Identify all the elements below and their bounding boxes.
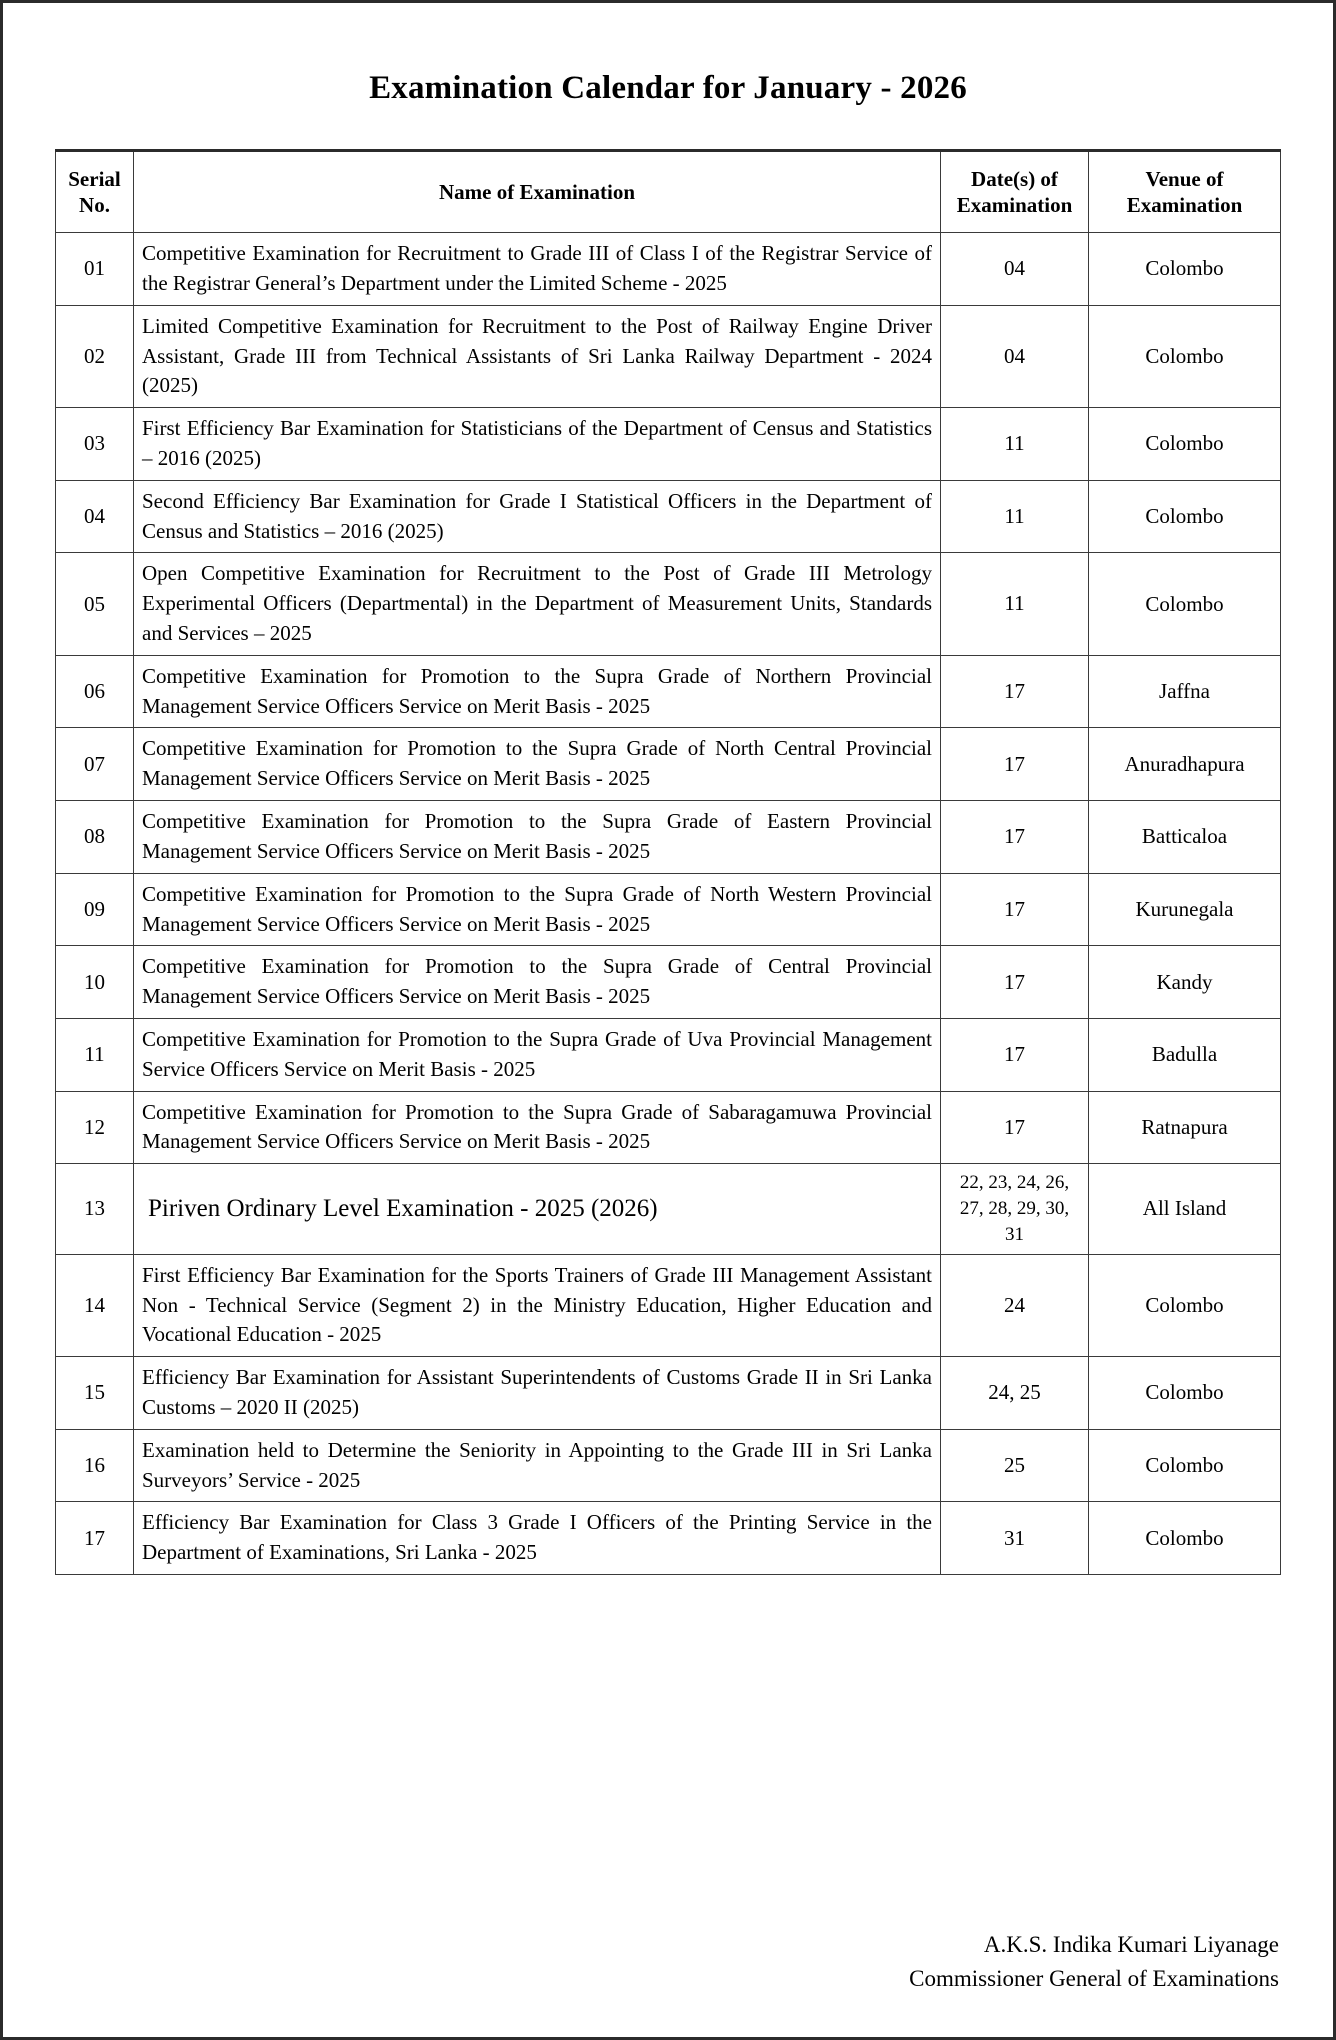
cell-name-of-examination: Competitive Examination for Recruitment to Grade III of Class I of the Registrar Service of the Registrar General’s Department under the Limited Scheme - 2025	[134, 233, 941, 306]
cell-venue-of-examination: Colombo	[1089, 553, 1281, 655]
serial-header-line-1: Serial	[68, 166, 121, 191]
cell-serial-no: 04	[56, 480, 134, 553]
table-row	[56, 655, 1281, 728]
cell-name-of-examination: Competitive Examination for Promotion to the Supra Grade of Sabaragamuwa Provincial Management Service Officers Service on Merit Basis - 2025	[134, 1091, 941, 1164]
cell-name-of-examination: Competitive Examination for Promotion to the Supra Grade of North Central Provincial Management Service Officers Service on Merit Basis - 2025	[134, 728, 941, 801]
signature-block	[909, 1928, 1279, 1995]
cell-serial-no: 01	[56, 233, 134, 306]
date-header-line-2: Examination	[956, 192, 1073, 217]
table-row	[56, 553, 1281, 655]
cell-serial-no: 07	[56, 728, 134, 801]
cell-dates-of-examination: 04	[941, 233, 1089, 306]
cell-name-of-examination: Competitive Examination for Promotion to the Supra Grade of Eastern Provincial Management Service Officers Service on Merit Basis - 2025	[134, 801, 941, 874]
cell-venue-of-examination: Colombo	[1089, 480, 1281, 553]
cell-serial-no: 10	[56, 946, 134, 1019]
cell-venue-of-examination: Kandy	[1089, 946, 1281, 1019]
signatory-name: A.K.S. Indika Kumari Liyanage	[983, 1932, 1279, 1958]
cell-serial-no: 16	[56, 1429, 134, 1502]
cell-dates-of-examination: 17	[941, 801, 1089, 874]
cell-serial-no: 13	[56, 1164, 134, 1254]
venue-header-line-1: Venue of	[1145, 166, 1224, 191]
table-row	[56, 1254, 1281, 1356]
cell-serial-no: 09	[56, 873, 134, 946]
cell-dates-of-examination: 17	[941, 946, 1089, 1019]
table-row	[56, 1502, 1281, 1575]
cell-serial-no: 17	[56, 1502, 134, 1575]
cell-serial-no: 12	[56, 1091, 134, 1164]
table-header	[56, 150, 1281, 233]
serial-header-line-2: No.	[79, 192, 110, 217]
column-header-serial-no	[56, 150, 134, 233]
cell-serial-no: 05	[56, 553, 134, 655]
cell-venue-of-examination: Colombo	[1089, 305, 1281, 407]
cell-name-of-examination: Open Competitive Examination for Recruitment to the Post of Grade III Metrology Experimental Officers (Departmental) in the Department of Measurement Units, Standards and Services – 2025	[134, 553, 941, 655]
cell-name-of-examination: First Efficiency Bar Examination for Statisticians of the Department of Census and Statistics – 2016 (2025)	[134, 408, 941, 481]
cell-dates-of-examination: 11	[941, 480, 1089, 553]
cell-serial-no: 02	[56, 305, 134, 407]
cell-venue-of-examination: Colombo	[1089, 408, 1281, 481]
cell-name-of-examination: Competitive Examination for Promotion to the Supra Grade of Uva Provincial Management Service Officers Service on Merit Basis - 2025	[134, 1018, 941, 1091]
cell-dates-of-examination: 22, 23, 24, 26, 27, 28, 29, 30, 31	[941, 1164, 1089, 1254]
table-row	[56, 1018, 1281, 1091]
table-row	[56, 480, 1281, 553]
column-header-name-of-examination: Name of Examination	[134, 150, 941, 233]
cell-dates-of-examination: 11	[941, 408, 1089, 481]
table-row	[56, 1164, 1281, 1254]
signatory-designation: Commissioner General of Examinations	[909, 1965, 1279, 1991]
cell-name-of-examination: Examination held to Determine the Seniority in Appointing to the Grade III in Sri Lanka Surveyors’ Service - 2025	[134, 1429, 941, 1502]
cell-name-of-examination: Efficiency Bar Examination for Assistant Superintendents of Customs Grade II in Sri Lanka Customs – 2020 II (2025)	[134, 1357, 941, 1430]
cell-dates-of-examination: 17	[941, 1091, 1089, 1164]
cell-venue-of-examination: Ratnapura	[1089, 1091, 1281, 1164]
table-body	[56, 233, 1281, 1575]
cell-name-of-examination: First Efficiency Bar Examination for the Sports Trainers of Grade III Management Assistant Non - Technical Service (Segment 2) in the Ministry Education, Higher Education and Vocational Education - 2025	[134, 1254, 941, 1356]
table-row	[56, 728, 1281, 801]
cell-dates-of-examination: 17	[941, 655, 1089, 728]
cell-venue-of-examination: Colombo	[1089, 1429, 1281, 1502]
cell-serial-no: 11	[56, 1018, 134, 1091]
examination-calendar-table	[55, 149, 1281, 1575]
date-header-line-1: Date(s) of	[971, 166, 1058, 191]
cell-venue-of-examination: Colombo	[1089, 1254, 1281, 1356]
cell-venue-of-examination: Badulla	[1089, 1018, 1281, 1091]
cell-venue-of-examination: Jaffna	[1089, 655, 1281, 728]
table-row	[56, 1091, 1281, 1164]
table-row	[56, 1357, 1281, 1430]
table-row	[56, 233, 1281, 306]
cell-dates-of-examination: 11	[941, 553, 1089, 655]
table-header-row	[56, 150, 1281, 233]
cell-dates-of-examination: 17	[941, 1018, 1089, 1091]
cell-serial-no: 15	[56, 1357, 134, 1430]
cell-name-of-examination: Piriven Ordinary Level Examination - 2025 (2026)	[134, 1164, 941, 1254]
cell-serial-no: 06	[56, 655, 134, 728]
cell-dates-of-examination: 17	[941, 728, 1089, 801]
table-row	[56, 408, 1281, 481]
cell-name-of-examination: Competitive Examination for Promotion to the Supra Grade of Central Provincial Management Service Officers Service on Merit Basis - 2025	[134, 946, 941, 1019]
cell-venue-of-examination: Colombo	[1089, 1357, 1281, 1430]
table-row	[56, 801, 1281, 874]
cell-venue-of-examination: Anuradhapura	[1089, 728, 1281, 801]
cell-dates-of-examination: 24	[941, 1254, 1089, 1356]
column-header-dates-of-examination	[941, 150, 1089, 233]
cell-name-of-examination: Second Efficiency Bar Examination for Grade I Statistical Officers in the Department of Census and Statistics – 2016 (2025)	[134, 480, 941, 553]
cell-venue-of-examination: Kurunegala	[1089, 873, 1281, 946]
table-row	[56, 305, 1281, 407]
cell-dates-of-examination: 04	[941, 305, 1089, 407]
examination-calendar-table-wrapper	[51, 149, 1285, 1575]
cell-dates-of-examination: 25	[941, 1429, 1089, 1502]
cell-name-of-examination: Competitive Examination for Promotion to the Supra Grade of North Western Provincial Management Service Officers Service on Merit Basis - 2025	[134, 873, 941, 946]
cell-venue-of-examination: Batticaloa	[1089, 801, 1281, 874]
cell-name-of-examination: Competitive Examination for Promotion to the Supra Grade of Northern Provincial Management Service Officers Service on Merit Basis - 2025	[134, 655, 941, 728]
cell-venue-of-examination: All Island	[1089, 1164, 1281, 1254]
venue-header-line-2: Examination	[1126, 192, 1243, 217]
cell-venue-of-examination: Colombo	[1089, 1502, 1281, 1575]
cell-dates-of-examination: 24, 25	[941, 1357, 1089, 1430]
cell-venue-of-examination: Colombo	[1089, 233, 1281, 306]
page-title: Examination Calendar for January - 2026	[369, 70, 967, 106]
cell-dates-of-examination: 17	[941, 873, 1089, 946]
table-row	[56, 1429, 1281, 1502]
page-content	[3, 3, 1333, 2037]
cell-dates-of-examination: 31	[941, 1502, 1089, 1575]
cell-serial-no: 14	[56, 1254, 134, 1356]
table-row	[56, 946, 1281, 1019]
cell-serial-no: 03	[56, 408, 134, 481]
column-header-venue-of-examination	[1089, 150, 1281, 233]
cell-name-of-examination: Efficiency Bar Examination for Class 3 Grade I Officers of the Printing Service in the Department of Examinations, Sri Lanka - 2025	[134, 1502, 941, 1575]
table-row	[56, 873, 1281, 946]
cell-serial-no: 08	[56, 801, 134, 874]
cell-name-of-examination: Limited Competitive Examination for Recruitment to the Post of Railway Engine Driver Assistant, Grade III from Technical Assistants of Sri Lanka Railway Department - 2024 (2025)	[134, 305, 941, 407]
